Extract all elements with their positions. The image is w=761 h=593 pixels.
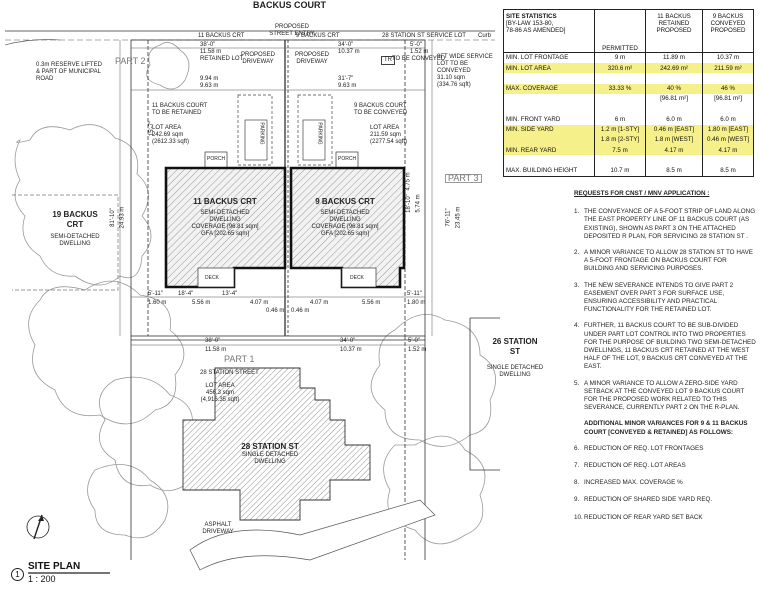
table-cell [646, 73, 703, 83]
list-item-number: 8. [574, 479, 580, 487]
table-header-cell: 11 BACKUS RETAINED PROPOSED [646, 10, 703, 53]
dim-bottom-left-ft: 38'-0" [205, 338, 221, 344]
neighbour-26-label: 26 STATION ST SINGLE DETACHED DWELLING [486, 337, 544, 378]
table-cell: [96.81 m²] [703, 94, 754, 104]
proposed-entry-label: PROPOSED STREET ENTRY [269, 24, 315, 37]
table-row [504, 52, 754, 63]
dim-rear-12: 1.80 m [407, 300, 426, 306]
table-header-row [504, 10, 754, 53]
list-item-text: THE CONVEYANCE OF A 5-FOOT STRIP OF LAND ALONG THE EAST PROPERTY LINE OF 11 BACKUS COURT (AS EXISTING), SHOWN AS PART 3 ON THE ATTACHED DEPOSITED R PLAN, FOR SERVICING 28 STATION ST . [584, 208, 756, 240]
dim-front-left-ft: 38'-0" [200, 42, 216, 48]
table-cell [646, 155, 703, 165]
driveway-right-label: PROPOSED DRIVEWAY [294, 52, 329, 65]
table-cell: 10.7 m [595, 166, 646, 177]
table-cell: MIN. SIDE YARD [504, 125, 595, 135]
list-item-number: 4. [574, 322, 580, 330]
table-cell: MIN. LOT AREA [504, 63, 595, 73]
table-cell [504, 135, 595, 145]
table-cell: 7.5 m [595, 145, 646, 155]
list-item-text: REDUCTION OF REQ. LOT FRONTAGES [584, 444, 704, 452]
list-item [574, 496, 756, 504]
curb-label: Curb [478, 33, 492, 39]
requests-title: REQUESTS FOR CNST / MNV APPLICATION : [574, 190, 710, 197]
table-cell: 1.80 m [EAST] [703, 125, 754, 135]
table-cell: 4.17 m [646, 145, 703, 155]
dim-front-left-m: 11.58 m [200, 49, 222, 55]
list-item [574, 322, 756, 371]
table-cell: 4.17 m [703, 145, 754, 155]
list-item-number: 9. [574, 496, 580, 504]
dim-rear-5: 1.60 m [148, 300, 167, 306]
list-item-text: REDUCTION OF REAR YARD SET BACK [584, 513, 703, 521]
site-statistics-table [503, 9, 754, 177]
title-underline [28, 572, 110, 575]
list-item [574, 208, 756, 241]
table-cell: 242.69 m² [646, 63, 703, 73]
table-cell: MAX. BUILDING HEIGHT [506, 167, 578, 175]
dim-setback-left-m: 9.63 m [200, 83, 219, 89]
table-cell: 8.5 m [703, 166, 754, 177]
table-cell [595, 94, 646, 104]
table-header-cell: PERMITTED [595, 10, 646, 53]
house-9-label: 9 BACKUS CRT SEMI-DETACHED DWELLING COVERAGE [96.81 sqm] GFA [202.65 sqm] [311, 197, 379, 237]
list-item-number: 3. [574, 281, 580, 289]
drawing-title: SITE PLAN [28, 561, 81, 572]
neighbour-19-label: 19 BACKUS CRT SEMI-DETACHED DWELLING [50, 210, 100, 247]
table-cell: 10.37 m [703, 52, 754, 63]
dim-rear-4: 5'-11" [407, 291, 422, 297]
dim-rear-3: 13'-4" [222, 291, 238, 297]
dim-rear-11: 5.56 m [362, 300, 381, 306]
requests-notes [574, 190, 756, 531]
list-item-text: THE NEW SEVERANCE INTENDS TO GIVE PART 2 EASEMENT OVER PART 3 FOR SURFACE USE, ENSURING ACCESSIBILITY AND PRACTICAL FUNCTIONALITY FOR THE RETAINED LOT. [584, 281, 734, 314]
table-cell [595, 155, 646, 165]
table-row [504, 166, 754, 177]
street-name: BACKUS COURT [253, 0, 326, 10]
table-cell [595, 104, 646, 114]
table-row [504, 84, 754, 94]
lot-left-title: 11 BACKUS COURT TO BE RETAINED [152, 103, 208, 116]
table-cell: 0.46 m [WEST] [703, 135, 754, 145]
list-item-text: A MINOR VARIANCE TO ALLOW 28 STATION ST TO HAVE A 5-FOOT FRONTAGE ON BACKUS COURT FOR BUILDING AND SERVICING PURPOSES. [584, 249, 754, 273]
list-item [574, 479, 756, 487]
table-row [504, 125, 754, 135]
table-cell [703, 155, 754, 165]
dim-rear-10: 4.07 m [310, 300, 329, 306]
dim-bottom-right-m: 10.37 m [340, 347, 362, 353]
requests-list [574, 208, 756, 412]
dim-rear-1: 5'-11" [148, 291, 163, 297]
part-1-label: PART 1 [224, 354, 255, 364]
table-cell: MIN. FRONT YARD [506, 115, 561, 123]
deck-right-label: DECK [350, 275, 364, 281]
table-row [504, 94, 754, 104]
table-row [504, 135, 754, 145]
tr-label: TR [381, 56, 395, 65]
dim-house-depth-ft: 18'-10" [405, 194, 412, 213]
list-item-number: 2. [574, 249, 580, 257]
list-item-number: 5. [574, 379, 580, 387]
list-item-number: 10. [574, 513, 583, 521]
list-item-text: REDUCTION OF SHARED SIDE YARD REQ. [584, 496, 713, 504]
table-cell [504, 104, 595, 114]
drawing-scale: 1 : 200 [28, 574, 56, 584]
dim-side-left-ft: 81'-10" [109, 208, 116, 227]
lot-header-11: 11 BACKUS CRT [198, 33, 245, 39]
house-28-label: 28 STATION ST SINGLE DETACHED DWELLING [241, 442, 299, 465]
north-arrow-icon [27, 515, 49, 539]
parking-label-left: PARKING [258, 122, 265, 145]
table-cell: 6.0 m [646, 114, 703, 124]
table-header-cell: 9 BACKUS CONVEYED PROPOSED [703, 10, 754, 53]
table-cell [703, 104, 754, 114]
table-cell: 11.89 m [646, 52, 703, 63]
table-cell: 1.8 m [WEST] [646, 135, 703, 145]
dim-front-right-m: 10.37 m [338, 49, 360, 55]
dim-front-yard-ft: 15'-7" [149, 120, 156, 137]
table-cell: 1.2 m [1-STY] [595, 125, 646, 135]
dim-rear-7: 4.07 m [250, 300, 269, 306]
part-2-label: PART 2 [115, 56, 146, 66]
house-11-label: 11 BACKUS CRT SEMI-DETACHED DWELLING COVERAGE [96.81 sqm] GFA [202.65 sqm] [191, 197, 259, 237]
table-cell: [96.81 m²] [646, 94, 703, 104]
list-item [574, 462, 756, 470]
list-item [574, 282, 756, 315]
dim-rear-8: 0.46 m [266, 308, 285, 314]
table-cell [646, 104, 703, 114]
table-cell: 6.0 m [703, 114, 754, 124]
dim-setback-ft: 31'-7" [338, 76, 354, 82]
lot-28-area: LOT AREA 456.3 sqm (4,916.35 sqft) [200, 383, 240, 403]
list-item [574, 445, 756, 453]
table-header-cell: SITE STATISTICS [BY-LAW 153-80, 78-86 AS AMENDED] [504, 10, 595, 53]
dim-front-right-ft: 34'-0" [338, 42, 354, 48]
list-item-text: FURTHER, 11 BACKUS COURT TO BE SUB-DIVIDED UNDER PART LOT CONTROL INTO TWO PROPERTIES FOR THE PURPOSE OF BUILDING TWO SEMI-DETACHED DWELLINGS, 11 BACKUS CRT RETAINED AT THE WEST HALF OF THE LOT, 9 BACKUS CRT CONVEYED AT THE EAST. [584, 322, 756, 371]
table-row [504, 155, 754, 165]
dim-side-right-ft: 76'-11" [445, 208, 452, 227]
dim-rear-2: 18'-4" [178, 291, 194, 297]
table-cell [703, 73, 754, 83]
table-row [504, 63, 754, 73]
dim-setback-m: 9.63 m [338, 83, 357, 89]
list-item-number: 1. [574, 208, 580, 216]
dim-side-left-m: 24.93 m [119, 206, 126, 229]
porch-left-label: PORCH [207, 156, 226, 162]
lot-left-area: LOT AREA 242.69 sqm (2612.33 sqft) [152, 125, 190, 145]
list-item [574, 249, 756, 274]
dim-bottom-service-ft: 5'-0" [408, 338, 420, 344]
table-cell: MIN. LOT FRONTAGE [506, 54, 569, 62]
table-cell: MAX. COVERAGE [504, 84, 595, 94]
table-cell: MIN. REAR YARD [504, 145, 595, 155]
part-3-label: PART 3 [445, 174, 482, 183]
table-cell: 211.59 m² [703, 63, 754, 73]
dim-bottom-right-ft: 34'-0" [340, 338, 356, 344]
parking-label-right: PARKING [316, 122, 323, 145]
dim-bottom-service-m: 1.52 m [408, 347, 427, 353]
table-row [504, 114, 754, 124]
table-cell [504, 155, 595, 165]
table-cell: 46 % [703, 84, 754, 94]
lot-right-area: LOT AREA 211.59 sqm (2277.54 sqft) [370, 125, 408, 145]
table-cell: 33.33 % [595, 84, 646, 94]
lot-header-9: 9 BACKUS CRT [296, 33, 340, 39]
table-cell: 320.6 m² [595, 63, 646, 73]
list-item-text: INCREASED MAX. COVERAGE % [584, 479, 683, 487]
table-row [504, 73, 754, 83]
retained-lot-label: RETAINED LOT [200, 56, 244, 62]
additional-variances-title: ADDITIONAL MINOR VARIANCES FOR 9 & 11 BACKUS COURT [CONVEYED & RETAINED] AS FOLLOWS: [584, 420, 748, 436]
service-lot-note: 9FT WIDE SERVICE LOT TO BE CONVEYED 31.10 sqm (334.76 sqft) [437, 54, 493, 88]
table-row [504, 145, 754, 155]
table-cell: 9 m [595, 52, 646, 63]
table-cell [504, 94, 595, 104]
list-item-number: 6. [574, 444, 580, 452]
list-item-text: REDUCTION OF REQ. LOT AREAS [584, 462, 686, 470]
additional-variances-list [574, 445, 756, 522]
table-cell [595, 73, 646, 83]
drawing-number-badge: 1 [11, 568, 24, 581]
conveyed-lot-label: TO BE CONVEYED [392, 56, 446, 62]
station-street-label: 28 STATION STREET [200, 370, 259, 376]
lot-right-title: 9 BACKUS COURT TO BE CONVEYED [354, 103, 408, 116]
deck-left-label: DECK [205, 275, 219, 281]
dim-front-service-m: 1.52 m [410, 49, 429, 55]
table-cell: 40 % [646, 84, 703, 94]
dim-setback-left-alt: 9.94 m [200, 76, 219, 82]
porch-right-label: PORCH [338, 156, 357, 162]
table-cell: 6 m [595, 114, 646, 124]
list-item [574, 380, 756, 413]
table-cell: 0.46 m [EAST] [646, 125, 703, 135]
lot-header-28-service: 28 STATION ST SERVICE LOT [382, 33, 466, 39]
table-cell: 1.8 m [2-STY] [595, 135, 646, 145]
table-cell: 8.5 m [646, 166, 703, 177]
dim-rear-6: 5.56 m [192, 300, 211, 306]
dim-house-depth-m: 5.74 m [415, 194, 422, 213]
asphalt-driveway-label: ASPHALT DRIVEWAY [202, 522, 234, 535]
reserve-note: 0.3m RESERVE LIFTED & PART OF MUNICIPAL ROAD [36, 62, 102, 82]
dim-bottom-left-m: 11.58 m [205, 347, 227, 353]
driveway-left-label: PROPOSED DRIVEWAY [240, 52, 275, 65]
table-cell [504, 73, 595, 83]
table-row [504, 104, 754, 114]
list-item-text: A MINOR VARIANCE TO ALLOW A ZERO-SIDE YARD SETBACK AT THE CONVEYED LOT 9 BACKUS COURT FOR THE PROPOSED WORK RELATED TO THIS SEVERANCE, CURRENTLY PART 2 ON THE R-PLAN. [584, 379, 745, 412]
list-item-number: 7. [574, 462, 580, 470]
table-body [504, 52, 754, 176]
list-item [574, 514, 756, 522]
dim-side-right-m: 23.45 m [455, 206, 462, 229]
dim-front-yard-m: 4.75 m [405, 172, 412, 191]
dim-front-service-ft: 5'-0" [410, 42, 422, 48]
dim-rear-9: 0.46 m [291, 308, 310, 314]
